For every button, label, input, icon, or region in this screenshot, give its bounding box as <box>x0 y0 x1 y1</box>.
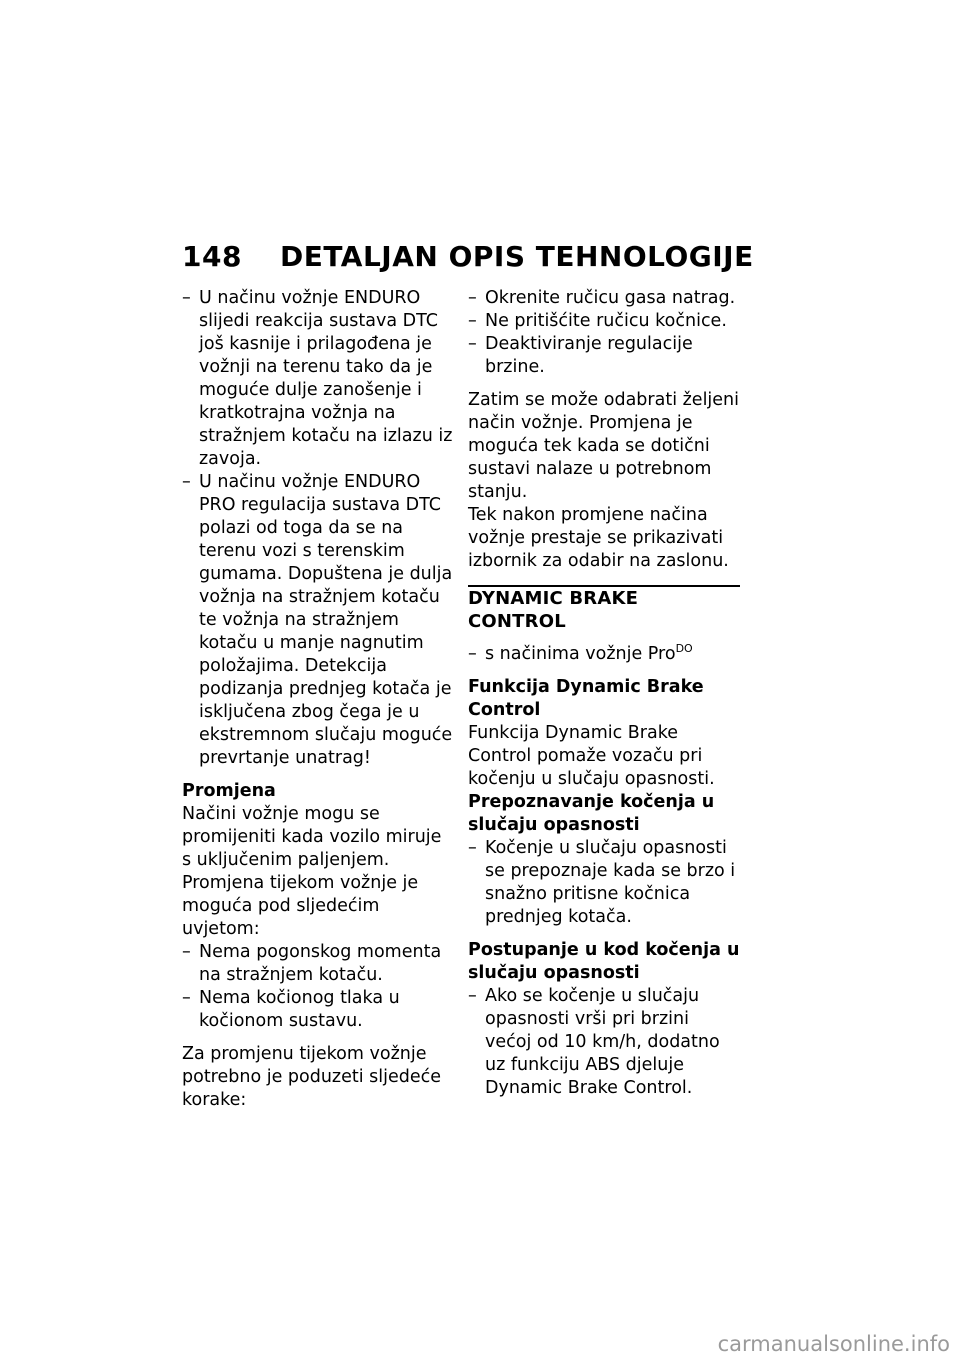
section-title: DYNAMIC BRAKE CONTROL <box>468 588 639 632</box>
list-item: – Kočenje u slučaju opasnosti se prepoznaje kada se brzo i snažno pritisne kočnica prednjeg kotača. <box>468 837 740 929</box>
list-item <box>468 643 740 666</box>
dtc-mode-list <box>182 287 454 770</box>
mode-note-list <box>468 643 740 666</box>
right-column <box>468 287 740 1100</box>
page-header <box>182 240 754 273</box>
list-item: – Ne pritišćite ručicu kočnice. <box>468 310 740 333</box>
list-item: – Nema pogonskog momenta na stražnjem kotaču. <box>182 941 454 987</box>
list-item: – Okrenite ručicu gasa natrag. <box>468 287 740 310</box>
paragraph: Načini vožnje mogu se promijeniti kada vozilo miruje s uključenim paljenjem. Promjena tijekom vožnje je moguća pod sljedećim uvjetom: <box>182 804 442 939</box>
list-item: – U načinu vožnje ENDURO slijedi reakcija sustava DTC još kasnije i prilagođena je vožnji na terenu tako da je moguće dulje zanošenje i kratkotrajna vožnja na stražnjem kotaču na izlazu iz zavoja. <box>182 287 454 471</box>
paragraph: Funkcija Dynamic Brake Control pomaže vozaču pri kočenju u slučaju opasnosti. <box>468 723 715 789</box>
paragraph: Zatim se može odabrati željeni način vožnje. Promjena je moguća tek kada se dotični sustavi nalaze u potrebnom stanju. <box>468 390 740 502</box>
paragraph: Za promjenu tijekom vožnje potrebno je poduzeti sljedeće korake: <box>182 1044 442 1110</box>
paragraph: Tek nakon promjene načina vožnje prestaje se prikazivati izbornik za odabir na zaslonu. <box>468 505 729 571</box>
steps-list <box>468 287 740 379</box>
heading-procedure: Postupanje u kod kočenja u slučaju opasnosti <box>468 940 740 983</box>
list-item: – Nema kočionog tlaka u kočionom sustavu. <box>182 987 454 1033</box>
heading-promjena: Promjena <box>182 781 276 801</box>
list-item: – Deaktiviranje regulacije brzine. <box>468 333 740 379</box>
page-title: DETALJAN OPIS TEHNOLOGIJE <box>280 240 754 273</box>
mode-superscript: DO <box>675 642 693 655</box>
heading-recognition: Prepoznavanje kočenja u slučaju opasnosti <box>468 792 715 835</box>
heading-function: Funkcija Dynamic Brake Control <box>468 677 704 720</box>
procedure-list <box>468 985 740 1100</box>
left-column <box>182 287 454 1112</box>
list-item: – U načinu vožnje ENDURO PRO regulacija sustava DTC polazi od toga da se na terenu vozi s terenskim gumama. Dopuštena je dulja vožnja na stražnjem kotaču te vožnja na stražnjem kotaču u manje nagnutim položajima. Detekcija podizanja prednjeg kotača je isključena zbog čega je u ekstremnom slučaju moguće prevrtanje unatrag! <box>182 471 454 770</box>
recognition-list <box>468 837 740 929</box>
watermark: carmanualsonline.info <box>717 1332 950 1356</box>
page-number: 148 <box>182 240 242 273</box>
mode-note-text: s načinima vožnje Pro <box>485 644 676 664</box>
condition-list <box>182 941 454 1033</box>
list-item: – Ako se kočenje u slučaju opasnosti vrši pri brzini većoj od 10 km/h, dodatno uz funkciju ABS djeluje Dynamic Brake Control. <box>468 985 740 1100</box>
